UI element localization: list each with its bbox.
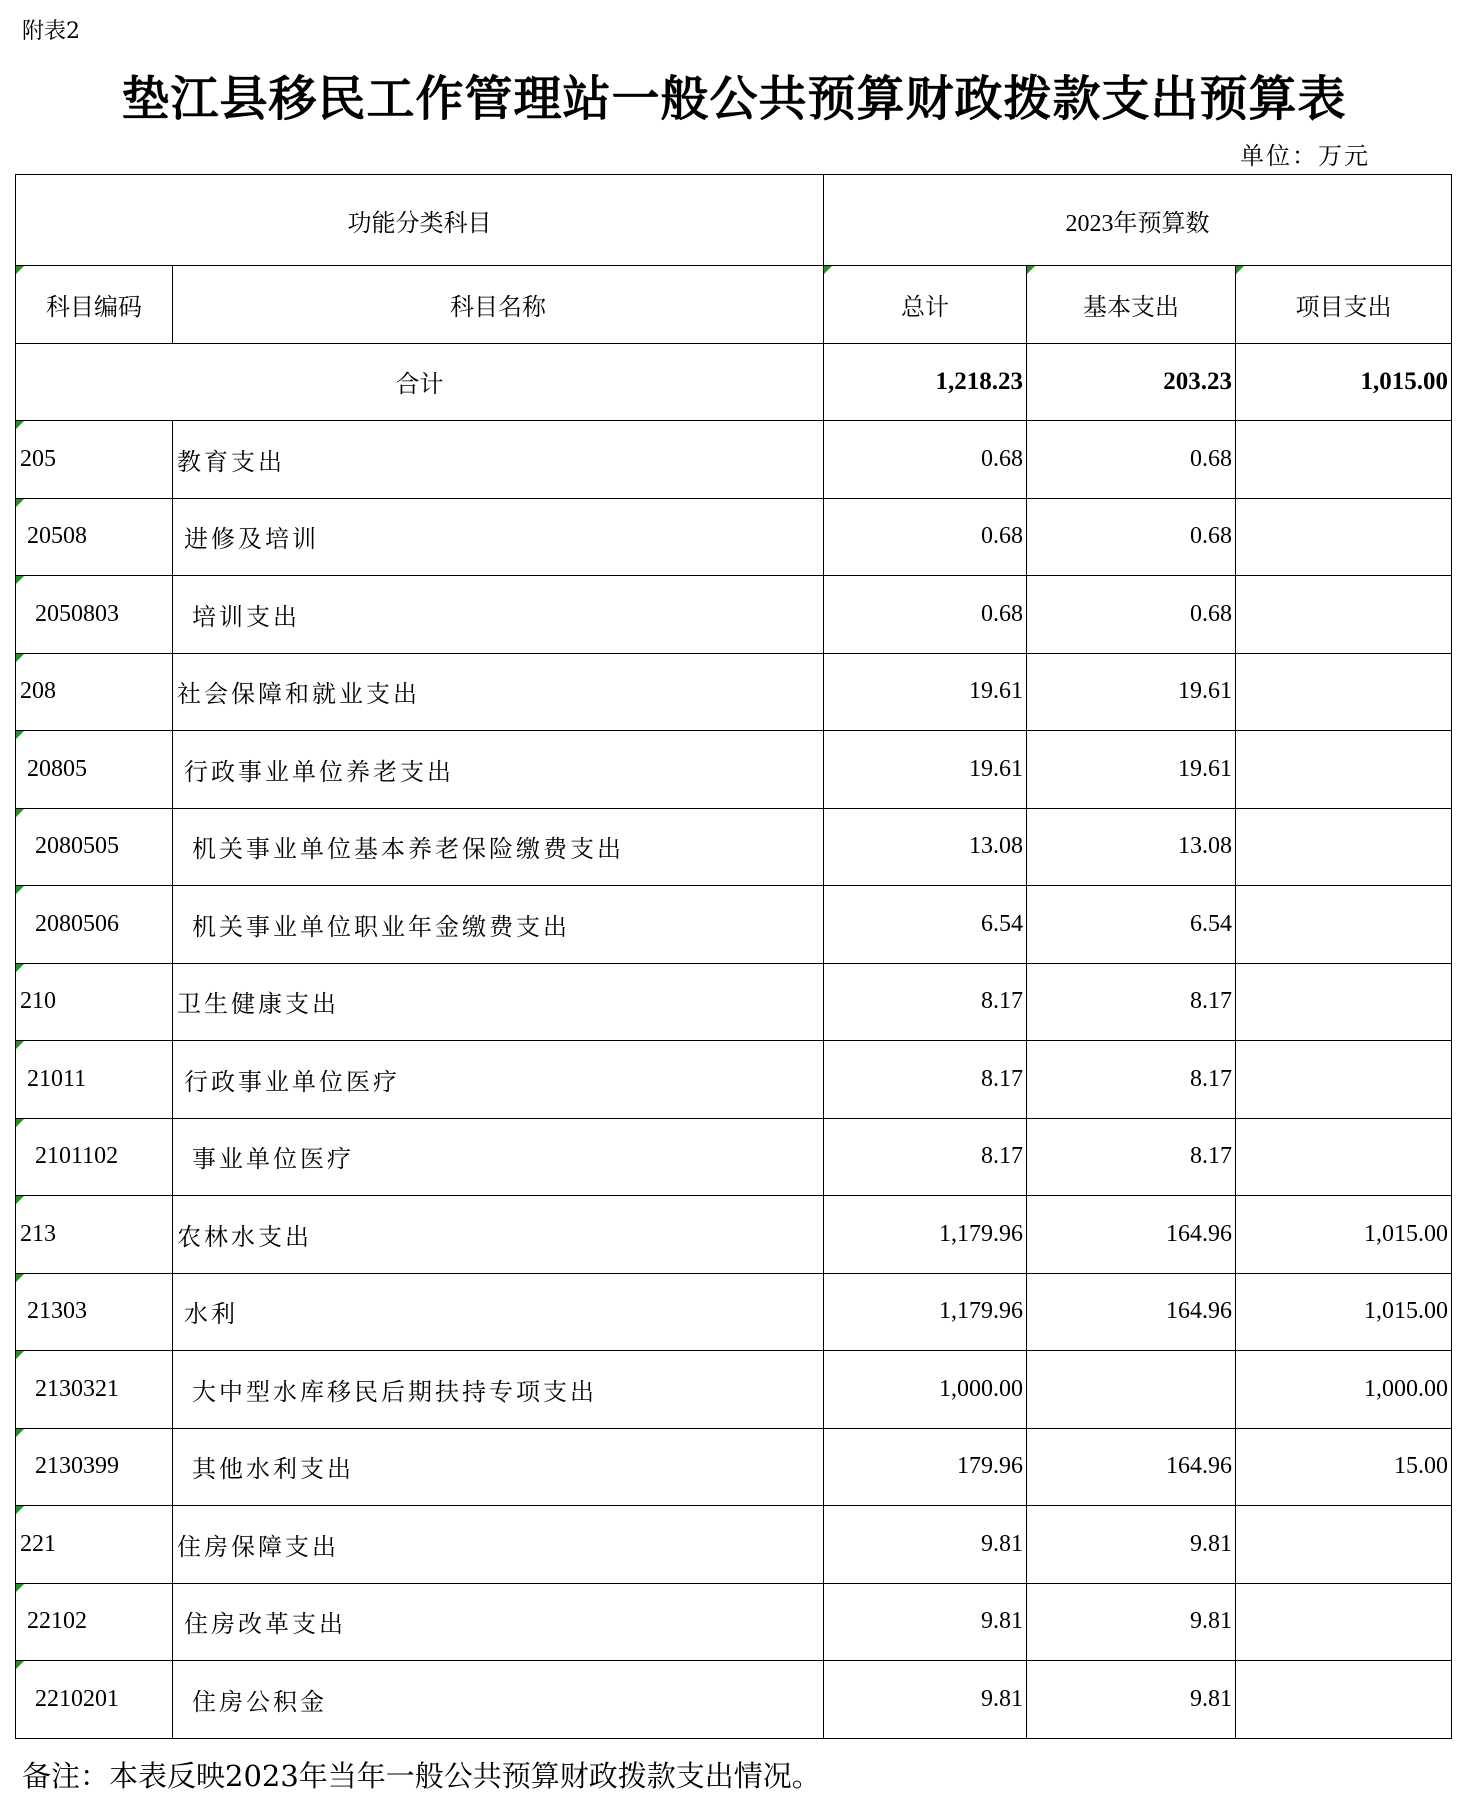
total-total: 1,218.23 bbox=[824, 343, 1027, 421]
row-code: 208 bbox=[16, 653, 173, 731]
row-project bbox=[1236, 1118, 1452, 1196]
table-row bbox=[16, 963, 1452, 1041]
row-basic: 0.68 bbox=[1027, 421, 1236, 499]
row-code: 2080505 bbox=[16, 808, 173, 886]
table-row bbox=[16, 1428, 1452, 1506]
row-code: 221 bbox=[16, 1506, 173, 1584]
row-code: 20805 bbox=[16, 731, 173, 809]
row-project bbox=[1236, 576, 1452, 654]
header-basic: 基本支出 bbox=[1027, 266, 1236, 344]
row-basic: 8.17 bbox=[1027, 1118, 1236, 1196]
row-basic: 19.61 bbox=[1027, 731, 1236, 809]
row-project bbox=[1236, 498, 1452, 576]
row-name: 住房保障支出 bbox=[173, 1506, 824, 1584]
total-label: 合计 bbox=[16, 343, 824, 421]
table-row bbox=[16, 731, 1452, 809]
row-name: 农林水支出 bbox=[173, 1196, 824, 1274]
attachment-label: 附表2 bbox=[22, 19, 80, 44]
table-row bbox=[16, 1118, 1452, 1196]
row-name: 行政事业单位医疗 bbox=[173, 1041, 824, 1119]
row-basic: 9.81 bbox=[1027, 1583, 1236, 1661]
row-name: 事业单位医疗 bbox=[173, 1118, 824, 1196]
page-title: 垫江县移民工作管理站一般公共预算财政拨款支出预算表 bbox=[121, 71, 1347, 127]
footer-note: 备注：本表反映2023年当年一般公共预算财政拨款支出情况。 bbox=[22, 1759, 821, 1793]
header-name: 科目名称 bbox=[173, 266, 824, 344]
table-row bbox=[16, 1506, 1452, 1584]
table-row bbox=[16, 653, 1452, 731]
row-name: 住房公积金 bbox=[173, 1661, 824, 1739]
row-total: 1,000.00 bbox=[824, 1351, 1027, 1429]
header-project: 项目支出 bbox=[1236, 266, 1452, 344]
row-basic: 19.61 bbox=[1027, 653, 1236, 731]
row-basic: 0.68 bbox=[1027, 576, 1236, 654]
row-code: 2050803 bbox=[16, 576, 173, 654]
row-project bbox=[1236, 731, 1452, 809]
row-code: 2210201 bbox=[16, 1661, 173, 1739]
table-row bbox=[16, 1351, 1452, 1429]
row-name: 培训支出 bbox=[173, 576, 824, 654]
row-code: 210 bbox=[16, 963, 173, 1041]
row-project bbox=[1236, 653, 1452, 731]
row-basic: 9.81 bbox=[1027, 1506, 1236, 1584]
unit-label: 单位：万元 bbox=[1240, 142, 1370, 170]
table-row bbox=[16, 1661, 1452, 1739]
row-project bbox=[1236, 886, 1452, 964]
row-project bbox=[1236, 1583, 1452, 1661]
row-project: 1,015.00 bbox=[1236, 1196, 1452, 1274]
row-name: 水利 bbox=[173, 1273, 824, 1351]
row-project bbox=[1236, 421, 1452, 499]
row-total: 13.08 bbox=[824, 808, 1027, 886]
row-project bbox=[1236, 1041, 1452, 1119]
row-basic: 164.96 bbox=[1027, 1273, 1236, 1351]
row-total: 19.61 bbox=[824, 653, 1027, 731]
row-basic bbox=[1027, 1351, 1236, 1429]
row-code: 20508 bbox=[16, 498, 173, 576]
row-name: 行政事业单位养老支出 bbox=[173, 731, 824, 809]
table-row bbox=[16, 498, 1452, 576]
row-total: 8.17 bbox=[824, 963, 1027, 1041]
total-basic: 203.23 bbox=[1027, 343, 1236, 421]
row-code: 2130399 bbox=[16, 1428, 173, 1506]
row-project bbox=[1236, 808, 1452, 886]
row-basic: 164.96 bbox=[1027, 1196, 1236, 1274]
row-name: 机关事业单位职业年金缴费支出 bbox=[173, 886, 824, 964]
row-project bbox=[1236, 1661, 1452, 1739]
header-total: 总计 bbox=[824, 266, 1027, 344]
row-total: 179.96 bbox=[824, 1428, 1027, 1506]
row-name: 住房改革支出 bbox=[173, 1583, 824, 1661]
row-name: 机关事业单位基本养老保险缴费支出 bbox=[173, 808, 824, 886]
header-function-category: 功能分类科目 bbox=[16, 175, 824, 266]
row-code: 205 bbox=[16, 421, 173, 499]
row-code: 213 bbox=[16, 1196, 173, 1274]
table-row bbox=[16, 808, 1452, 886]
row-name: 社会保障和就业支出 bbox=[173, 653, 824, 731]
row-project: 15.00 bbox=[1236, 1428, 1452, 1506]
row-total: 1,179.96 bbox=[824, 1196, 1027, 1274]
row-project: 1,000.00 bbox=[1236, 1351, 1452, 1429]
row-code: 22102 bbox=[16, 1583, 173, 1661]
row-basic: 9.81 bbox=[1027, 1661, 1236, 1739]
row-total: 0.68 bbox=[824, 421, 1027, 499]
table-row bbox=[16, 576, 1452, 654]
table-row bbox=[16, 1196, 1452, 1274]
header-code: 科目编码 bbox=[16, 266, 173, 344]
row-name: 卫生健康支出 bbox=[173, 963, 824, 1041]
table-row bbox=[16, 886, 1452, 964]
row-total: 8.17 bbox=[824, 1041, 1027, 1119]
row-basic: 6.54 bbox=[1027, 886, 1236, 964]
row-name: 其他水利支出 bbox=[173, 1428, 824, 1506]
row-code: 21303 bbox=[16, 1273, 173, 1351]
row-project: 1,015.00 bbox=[1236, 1273, 1452, 1351]
row-total: 0.68 bbox=[824, 576, 1027, 654]
row-project bbox=[1236, 963, 1452, 1041]
table-row bbox=[16, 1583, 1452, 1661]
row-code: 2101102 bbox=[16, 1118, 173, 1196]
budget-table bbox=[15, 174, 1452, 1739]
table-row bbox=[16, 1273, 1452, 1351]
row-basic: 8.17 bbox=[1027, 963, 1236, 1041]
row-total: 9.81 bbox=[824, 1661, 1027, 1739]
table-row bbox=[16, 421, 1452, 499]
row-total: 19.61 bbox=[824, 731, 1027, 809]
row-total: 6.54 bbox=[824, 886, 1027, 964]
row-total: 8.17 bbox=[824, 1118, 1027, 1196]
row-basic: 13.08 bbox=[1027, 808, 1236, 886]
header-budget-year: 2023年预算数 bbox=[824, 175, 1452, 266]
total-row bbox=[16, 343, 1452, 421]
row-project bbox=[1236, 1506, 1452, 1584]
row-total: 0.68 bbox=[824, 498, 1027, 576]
row-name: 教育支出 bbox=[173, 421, 824, 499]
row-name: 进修及培训 bbox=[173, 498, 824, 576]
column-header-row bbox=[16, 266, 1452, 344]
row-code: 2080506 bbox=[16, 886, 173, 964]
total-project: 1,015.00 bbox=[1236, 343, 1452, 421]
row-name: 大中型水库移民后期扶持专项支出 bbox=[173, 1351, 824, 1429]
row-basic: 0.68 bbox=[1027, 498, 1236, 576]
row-code: 2130321 bbox=[16, 1351, 173, 1429]
row-basic: 164.96 bbox=[1027, 1428, 1236, 1506]
row-total: 9.81 bbox=[824, 1583, 1027, 1661]
row-total: 9.81 bbox=[824, 1506, 1027, 1584]
table-row bbox=[16, 1041, 1452, 1119]
row-code: 21011 bbox=[16, 1041, 173, 1119]
group-header-row bbox=[16, 175, 1452, 266]
row-basic: 8.17 bbox=[1027, 1041, 1236, 1119]
row-total: 1,179.96 bbox=[824, 1273, 1027, 1351]
